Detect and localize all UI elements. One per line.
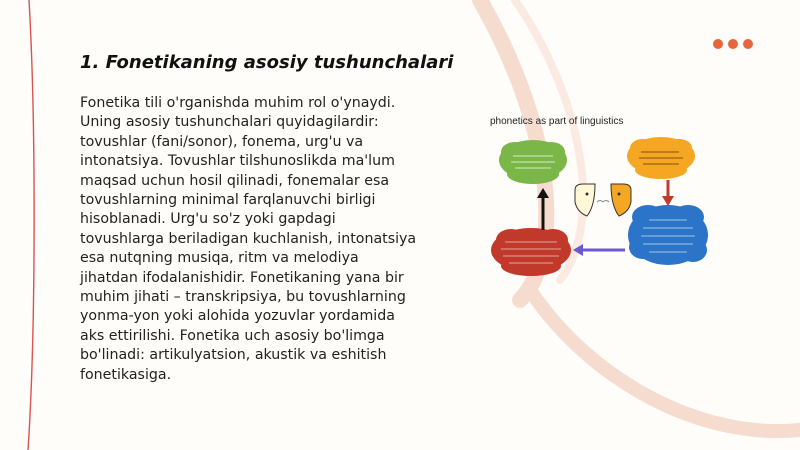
dot-icon	[728, 39, 738, 49]
green-cloud-shape	[499, 140, 567, 184]
dot-icon	[713, 39, 723, 49]
arrow-left-icon	[573, 244, 625, 256]
dot-icon	[743, 39, 753, 49]
arrow-up-icon	[537, 188, 549, 230]
diagram-caption: phonetics as part of linguistics	[490, 116, 624, 127]
linguistics-diagram	[483, 112, 723, 287]
faces-icon	[575, 184, 631, 216]
arrow-down-icon	[662, 180, 674, 206]
blue-cloud-shape	[628, 205, 708, 265]
slide-title: 1. Fonetikaning asosiy tushunchalari	[80, 52, 454, 73]
slide-body-text: Fonetika tili o'rganishda muhim rol o'ynaydi. Uning asosiy tushunchalari quyidagilardir: tovushlar (fani/sonor), fonema, urg'u va intonatsiya. Tovushlar tilshunoslikda ma'lum maqsad uchun hosil qilinadi, fonemalar esa tovushlarning minimal farqlanuvchi birligi hisoblanadi. Urg'u so'z yoki gapdagi tovushlarga beriladigan kuchlanish, intonatsiya esa nutqning musiqa, ritm va melodiya jihatdan ifodalanishidir. Fonetikaning yana bir muhim jihati – transkripsiya, bu tovushlarning yonma-yon yoki alohida yozuvlar yordamida aks ettirilishi. Fonetika uch asosiy bo'limga bo'linadi: artikulyatsion, akustik va eshitish fonetikasiga.	[80, 95, 417, 383]
red-cloud-shape	[491, 228, 571, 276]
decorative-dots	[713, 39, 753, 49]
diagram-graphic	[483, 112, 723, 287]
orange-cloud-shape	[627, 137, 695, 179]
